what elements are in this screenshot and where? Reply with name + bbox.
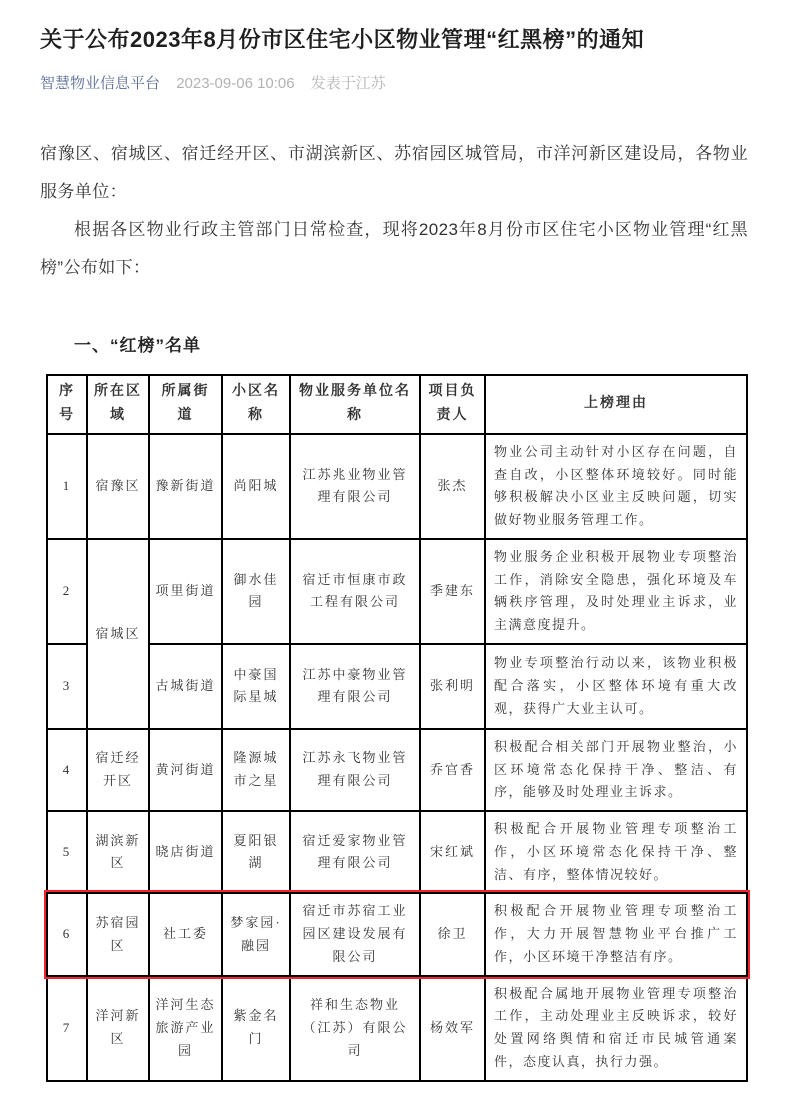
table-row — [47, 811, 747, 893]
publish-location: 发表于江苏 — [310, 74, 386, 92]
cell-community: 夏阳银湖 — [222, 811, 290, 893]
cell-company: 宿迁市恒康市政工程有限公司 — [290, 539, 420, 644]
cell-reason: 物业服务企业积极开展物业专项整治工作，消除安全隐患，强化环境及车辆秩序管理，及时处理业主诉求，业主满意度提升。 — [485, 539, 747, 644]
cell-no: 6 — [47, 893, 87, 975]
cell-no: 4 — [47, 729, 87, 811]
paragraph-salutation: 宿豫区、宿城区、宿迁经开区、市湖滨新区、苏宿园区城管局，市洋河新区建设局，各物业服务单位： — [40, 143, 748, 201]
col-header-community: 小区名称 — [222, 375, 290, 434]
cell-reason: 物业公司主动针对小区存在问题，自查自改，小区整体环境较好。同时能够积极解决小区业主反映问题，切实做好物业服务管理工作。 — [485, 434, 747, 539]
cell-district: 洋河新区 — [87, 976, 149, 1081]
table-header-row — [47, 375, 747, 434]
cell-community: 紫金名门 — [222, 976, 290, 1081]
cell-street: 项里街道 — [149, 539, 222, 644]
cell-district: 宿迁经开区 — [87, 729, 149, 811]
cell-manager: 季建东 — [420, 539, 485, 644]
cell-no: 7 — [47, 976, 87, 1081]
table-row — [47, 644, 747, 729]
cell-community: 中豪国际星城 — [222, 644, 290, 729]
cell-street: 豫新街道 — [149, 434, 222, 539]
cell-company: 江苏永飞物业管理有限公司 — [290, 729, 420, 811]
cell-community: 梦家园·融园 — [222, 893, 290, 975]
cell-district-merged: 宿城区 — [87, 539, 149, 729]
cell-district: 苏宿园区 — [87, 893, 149, 975]
col-header-reason: 上榜理由 — [485, 375, 747, 434]
table-row — [47, 434, 747, 539]
cell-manager: 徐卫 — [420, 893, 485, 975]
cell-manager: 乔官香 — [420, 729, 485, 811]
cell-no: 5 — [47, 811, 87, 893]
cell-company: 宿迁爱家物业管理有限公司 — [290, 811, 420, 893]
table-row — [47, 729, 747, 811]
col-header-street: 所属街道 — [149, 375, 222, 434]
table-row — [47, 539, 747, 644]
cell-reason: 积极配合相关部门开展物业整治，小区环境常态化保持干净、整洁、有序，能够及时处理业主诉求。 — [485, 729, 747, 811]
cell-street: 社工委 — [149, 893, 222, 975]
col-header-no: 序号 — [47, 375, 87, 434]
cell-community: 尚阳城 — [222, 434, 290, 539]
col-header-company: 物业服务单位名称 — [290, 375, 420, 434]
cell-community: 隆源城市之星 — [222, 729, 290, 811]
publish-datetime: 2023-09-06 10:06 — [176, 74, 295, 92]
col-header-manager: 项目负责人 — [420, 375, 485, 434]
cell-no: 2 — [47, 539, 87, 644]
article-meta — [40, 72, 748, 93]
source-link[interactable]: 智慧物业信息平台 — [40, 74, 161, 92]
cell-street: 晓店街道 — [149, 811, 222, 893]
cell-district: 宿豫区 — [87, 434, 149, 539]
cell-manager: 杨效军 — [420, 976, 485, 1081]
cell-no: 1 — [47, 434, 87, 539]
cell-manager: 张杰 — [420, 434, 485, 539]
cell-company: 祥和生态物业（江苏）有限公司 — [290, 976, 420, 1081]
cell-reason: 物业专项整治行动以来，该物业积极配合落实，小区整体环境有重大改观，获得广大业主认可。 — [485, 644, 747, 729]
paragraph-intro: 根据各区物业行政主管部门日常检查，现将2023年8月份市区住宅小区物业管理“红黑榜”公布如下： — [40, 219, 748, 277]
section-heading-red-list: 一、“红榜”名单 — [74, 335, 201, 355]
cell-reason: 积极配合属地开展物业管理专项整治工作，主动处理业主反映诉求，较好处置网络舆情和宿迁市民城管通案件，态度认真，执行力强。 — [485, 976, 747, 1081]
cell-street: 黄河街道 — [149, 729, 222, 811]
table-row — [47, 976, 747, 1081]
cell-street: 古城街道 — [149, 644, 222, 729]
cell-reason: 积极配合开展物业管理专项整治工作，大力开展智慧物业平台推广工作，小区环境干净整洁有序。 — [485, 893, 747, 975]
cell-manager: 宋红斌 — [420, 811, 485, 893]
article-title: 关于公布2023年8月份市区住宅小区物业管理“红黑榜”的通知 — [40, 27, 645, 52]
cell-district: 湖滨新区 — [87, 811, 149, 893]
cell-company: 江苏中豪物业管理有限公司 — [290, 644, 420, 729]
table-row-highlighted — [47, 893, 747, 975]
cell-no: 3 — [47, 644, 87, 729]
cell-community: 御水佳园 — [222, 539, 290, 644]
cell-reason: 积极配合开展物业管理专项整治工作，小区环境常态化保持干净、整洁、有序，整体情况较好。 — [485, 811, 747, 893]
col-header-district: 所在区域 — [87, 375, 149, 434]
cell-street: 洋河生态旅游产业园 — [149, 976, 222, 1081]
cell-company: 宿迁市苏宿工业园区建设发展有限公司 — [290, 893, 420, 975]
cell-manager: 张利明 — [420, 644, 485, 729]
cell-company: 江苏兆业物业管理有限公司 — [290, 434, 420, 539]
red-list-table — [46, 374, 748, 1082]
